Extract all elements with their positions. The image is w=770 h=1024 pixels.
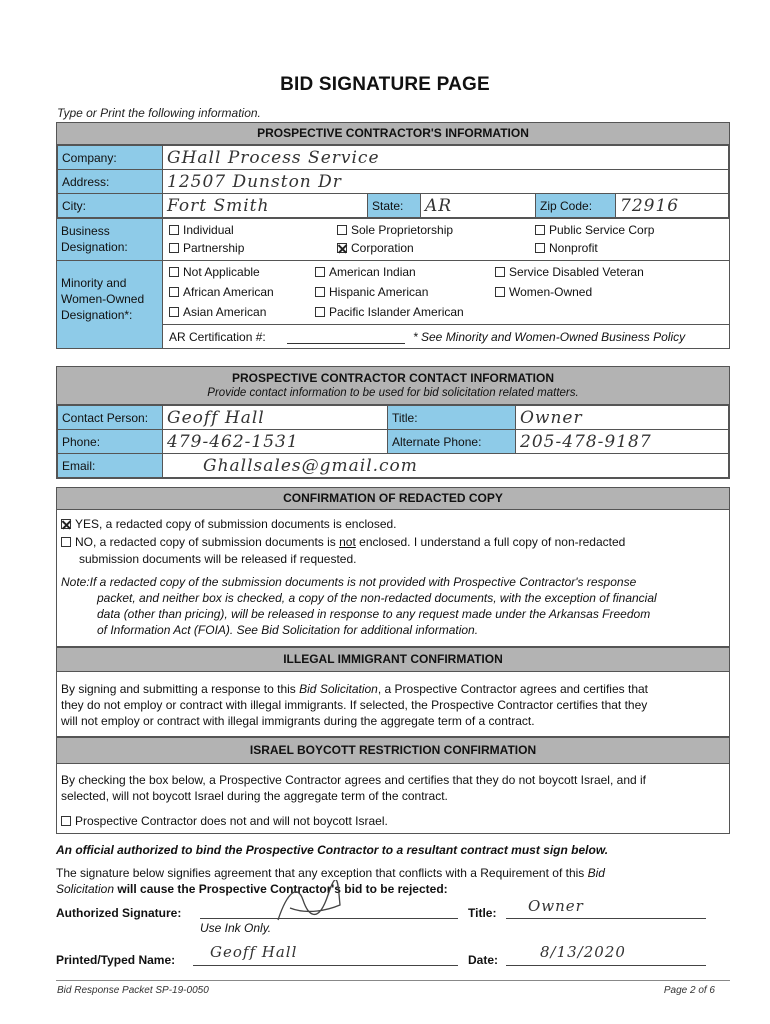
ar-certification-label: AR Certification #: xyxy=(169,330,266,344)
date-value: 8/13/2020 xyxy=(540,943,626,961)
redacted-no-option[interactable]: NO, a redacted copy of submission documents is not enclosed. I understand a full copy of non-redacted xyxy=(61,534,625,550)
contractor-info-table xyxy=(57,145,729,218)
checkbox-icon[interactable] xyxy=(169,267,179,277)
email-field[interactable]: Ghallsales@gmail.com xyxy=(163,454,729,478)
business-designation-label: Business Designation: xyxy=(57,219,163,260)
checkbox-icon[interactable] xyxy=(535,243,545,253)
option-nonprofit[interactable]: Nonprofit xyxy=(535,241,598,255)
date-label: Date: xyxy=(468,953,499,967)
checkbox-icon[interactable] xyxy=(61,537,71,547)
redacted-yes-option[interactable]: YES, a redacted copy of submission documents is enclosed. xyxy=(61,516,397,532)
contact-person-field[interactable]: Geoff Hall xyxy=(163,406,388,430)
footer-left: Bid Response Packet SP-19-0050 xyxy=(57,985,209,996)
contact-info-section xyxy=(56,366,730,479)
footer-page-number: Page 2 of 6 xyxy=(663,985,715,996)
checkbox-icon[interactable] xyxy=(315,267,325,277)
address-label: Address: xyxy=(58,170,163,194)
illegal-text-3: will not employ or contract with illegal immigrants during the aggregate term of a contract. xyxy=(61,714,535,728)
signature-agreement-1: The signature below signifies agreement that any exception that conflicts with a Requirement of this Bid xyxy=(56,866,605,880)
israel-boycott-header: ISRAEL BOYCOTT RESTRICTION CONFIRMATION xyxy=(57,738,729,764)
company-label: Company: xyxy=(58,146,163,170)
option-corporation[interactable]: Corporation xyxy=(337,241,414,255)
contact-info-table xyxy=(57,405,729,478)
checkbox-icon[interactable] xyxy=(535,225,545,235)
redacted-note-4: of Information Act (FOIA). See Bid Solicitation for additional information. xyxy=(97,623,479,637)
redacted-note-3: data (other than pricing), will be released in response to any request made under the Arkansas Freedom xyxy=(97,607,651,621)
email-label: Email: xyxy=(58,454,163,478)
alternate-phone-field[interactable]: 205-478-9187 xyxy=(516,430,729,454)
city-label: City: xyxy=(58,194,163,218)
checkbox-icon[interactable] xyxy=(169,243,179,253)
redacted-no-option-cont: submission documents will be released if requested. xyxy=(79,552,357,566)
printed-name-value: Geoff Hall xyxy=(210,943,298,961)
redacted-copy-header: CONFIRMATION OF REDACTED COPY xyxy=(57,488,729,510)
checked-checkbox-icon[interactable] xyxy=(337,243,347,253)
phone-field[interactable]: 479-462-1531 xyxy=(163,430,388,454)
checkbox-icon[interactable] xyxy=(315,307,325,317)
option-hispanic-american[interactable]: Hispanic American xyxy=(315,285,428,299)
option-individual[interactable]: Individual xyxy=(169,223,234,237)
checkbox-icon[interactable] xyxy=(337,225,347,235)
option-not-applicable[interactable]: Not Applicable xyxy=(169,265,260,279)
signature-agreement-2: Solicitation will cause the Prospective Contractor's bid to be rejected: xyxy=(56,882,448,896)
official-note: An official authorized to bind the Prospective Contractor to a resultant contract must sign below. xyxy=(56,843,609,857)
authorized-signature-label: Authorized Signature: xyxy=(56,906,182,920)
contractor-info-section xyxy=(56,122,730,349)
printed-name-label: Printed/Typed Name: xyxy=(56,953,176,967)
ar-certification-field[interactable] xyxy=(287,343,405,344)
israel-text-1: By checking the box below, a Prospective Contractor agrees and certifies that they do not boycott Israel, and if xyxy=(61,773,646,787)
state-label: State: xyxy=(368,194,421,218)
option-sole-proprietorship[interactable]: Sole Proprietorship xyxy=(337,223,453,237)
signature-title-line[interactable] xyxy=(506,918,706,919)
business-designation-row xyxy=(57,218,729,260)
divider xyxy=(163,324,729,325)
alternate-phone-label: Alternate Phone: xyxy=(388,430,516,454)
phone-label: Phone: xyxy=(58,430,163,454)
contact-info-header: PROSPECTIVE CONTRACTOR CONTACT INFORMATION Provide contact information to be used for bid solicitation related matters. xyxy=(57,367,729,405)
redacted-note-2: packet, and neither box is checked, a copy of the non-redacted documents, with the exception of financial xyxy=(97,591,657,605)
checkbox-icon[interactable] xyxy=(61,816,71,826)
footer-divider xyxy=(56,980,730,981)
signature-scribble-icon xyxy=(268,880,348,930)
signature-title-value: Owner xyxy=(528,897,584,915)
israel-boycott-section xyxy=(56,737,730,834)
ink-only-note: Use Ink Only. xyxy=(200,921,272,935)
title-field[interactable]: Owner xyxy=(516,406,729,430)
option-service-disabled-veteran[interactable]: Service Disabled Veteran xyxy=(495,265,644,279)
option-partnership[interactable]: Partnership xyxy=(169,241,244,255)
checkbox-icon[interactable] xyxy=(495,287,505,297)
option-pacific-islander-american[interactable]: Pacific Islander American xyxy=(315,305,464,319)
ar-certification-note: * See Minority and Women-Owned Business Policy xyxy=(413,330,686,344)
option-american-indian[interactable]: American Indian xyxy=(315,265,416,279)
printed-name-line[interactable] xyxy=(193,965,458,966)
signature-title-label: Title: xyxy=(468,906,497,920)
page-title: BID SIGNATURE PAGE xyxy=(280,74,490,95)
date-line[interactable] xyxy=(506,965,706,966)
redacted-copy-section xyxy=(56,487,730,647)
illegal-immigrant-section xyxy=(56,647,730,737)
state-field[interactable]: AR xyxy=(421,194,536,218)
checkbox-icon[interactable] xyxy=(169,287,179,297)
company-field[interactable]: GHall Process Service xyxy=(163,146,729,170)
illegal-immigrant-header: ILLEGAL IMMIGRANT CONFIRMATION xyxy=(57,648,729,672)
zip-label: Zip Code: xyxy=(536,194,616,218)
option-african-american[interactable]: African American xyxy=(169,285,274,299)
contractor-info-header: PROSPECTIVE CONTRACTOR'S INFORMATION xyxy=(57,123,729,145)
option-public-service-corp[interactable]: Public Service Corp xyxy=(535,223,654,237)
checkbox-icon[interactable] xyxy=(169,307,179,317)
israel-text-2: selected, will not boycott Israel during the aggregate term of the contract. xyxy=(61,789,448,803)
option-women-owned[interactable]: Women-Owned xyxy=(495,285,592,299)
checkbox-icon[interactable] xyxy=(495,267,505,277)
city-field[interactable]: Fort Smith xyxy=(163,194,368,218)
illegal-text-2: they do not employ or contract with illegal immigrants. If selected, the Prospective Contractor certifies that they xyxy=(61,698,648,712)
contact-person-label: Contact Person: xyxy=(58,406,163,430)
redacted-note-1: Note:If a redacted copy of the submission documents is not provided with Prospective Contractor's response xyxy=(61,575,637,589)
option-asian-american[interactable]: Asian American xyxy=(169,305,266,319)
zip-field[interactable]: 72916 xyxy=(616,194,729,218)
israel-checkbox-option[interactable]: Prospective Contractor does not and will not boycott Israel. xyxy=(61,813,388,829)
checkbox-icon[interactable] xyxy=(169,225,179,235)
instruction-text: Type or Print the following information. xyxy=(57,106,261,120)
minority-designation-label: Minority and Women-Owned Designation*: xyxy=(57,261,163,348)
checkbox-icon[interactable] xyxy=(315,287,325,297)
illegal-text-1: By signing and submitting a response to this Bid Solicitation, a Prospective Contractor agrees and certifies that xyxy=(61,682,648,696)
title-label: Title: xyxy=(388,406,516,430)
checked-checkbox-icon[interactable] xyxy=(61,519,71,529)
address-field[interactable]: 12507 Dunston Dr xyxy=(163,170,729,194)
minority-designation-row xyxy=(57,260,729,348)
